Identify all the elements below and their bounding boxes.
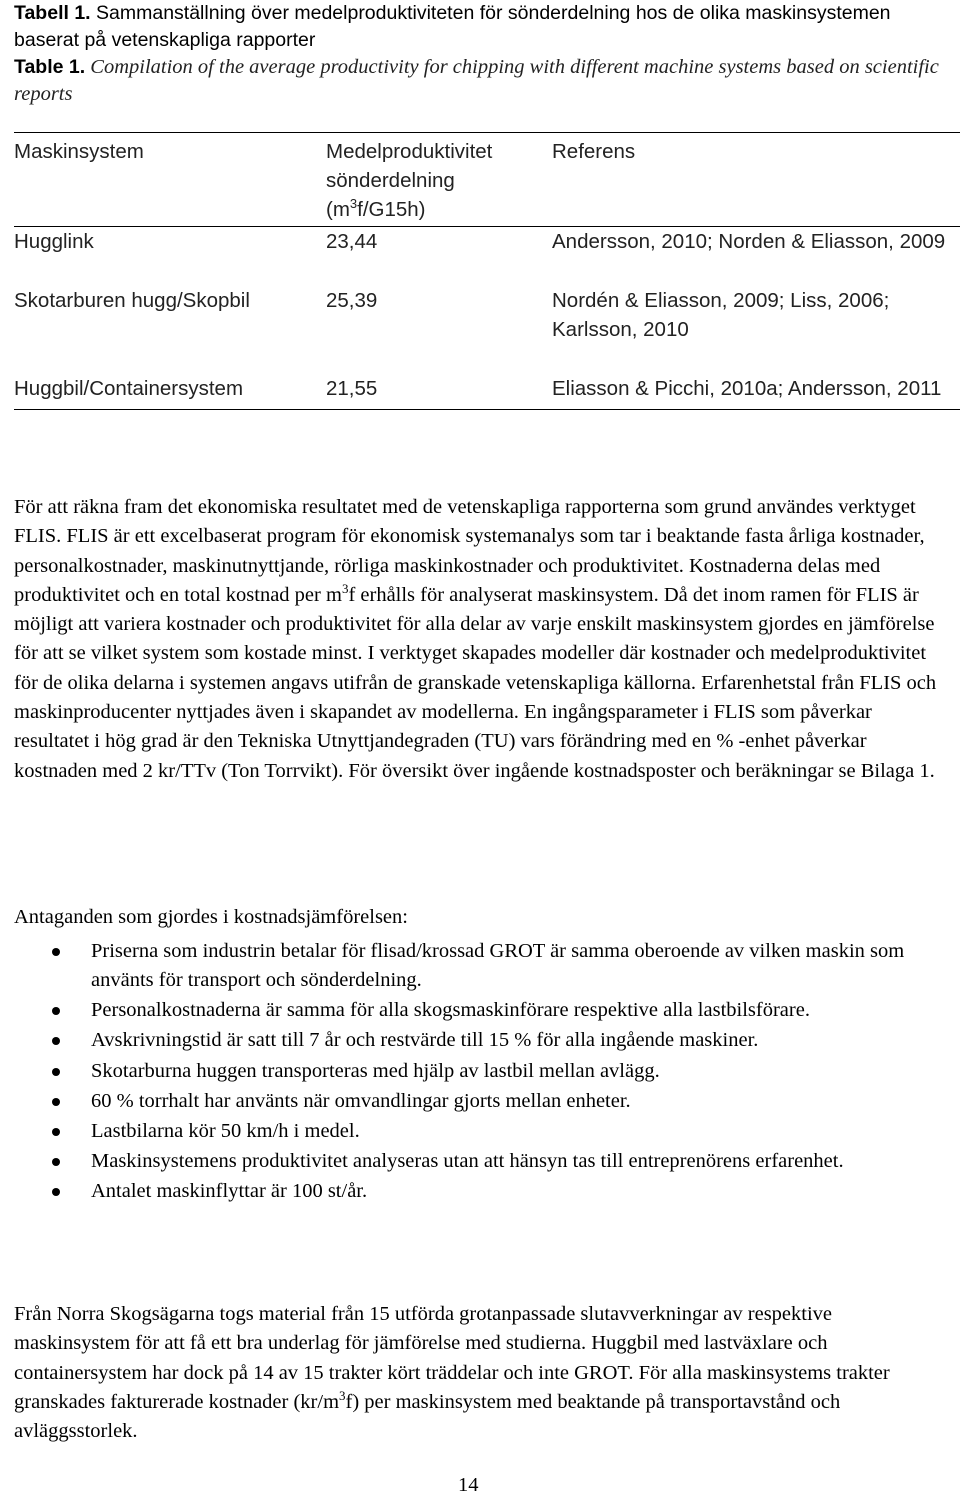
caption-text-en: Compilation of the average productivity for chipping with different machine systems based on scientific reports	[14, 56, 939, 105]
method-paragraph	[14, 493, 949, 786]
header-productivity	[326, 133, 552, 227]
cell-productivity: 21,55	[326, 374, 552, 410]
cell-reference: Andersson, 2010; Norden & Eliasson, 2009	[552, 230, 946, 253]
list-item-text: Maskinsystemens produktivitet analyseras utan att hänsyn tas till entreprenörens erfarenhet.	[91, 1149, 844, 1172]
list-item-text: Skotarburna huggen transporteras med hjälp av lastbil mellan avlägg.	[91, 1059, 660, 1082]
table-row	[14, 286, 960, 374]
caption-en	[14, 56, 939, 105]
cell-system: Hugglink	[14, 230, 94, 253]
method-text-1: För att räkna fram det ekonomiska resultatet med de vetenskapliga rapporterna som grund användes verktyget FLIS. FLIS är ett excelbaserat program för ekonomisk systemanalys som tar i beaktande fasta årliga kostnader, personalkostnader, maskinutnyttjande, rörliga maskinkostnader och produktivitet. Kostnaderna delas med produktivitet och en total kostnad per m	[14, 496, 925, 606]
list-item	[14, 1087, 949, 1116]
assumptions-list	[14, 937, 949, 1207]
bullet-icon	[52, 948, 60, 956]
bullet-icon	[52, 1188, 60, 1196]
unit-post: f/G15h)	[357, 198, 426, 221]
material-text-1: Från Norra Skogsägarna togs material från 15 utförda grotanpassade slutavverkningar av respektive maskinsystem för att få ett bra underlag för jämförelse med studierna. Huggbil med lastväxlare och containersystem har dock på 14 av 15 trakter kört träddelar och inte GROT. För alla maskinsystems trakter granskades fakturerade kostnader (kr/m	[14, 1303, 890, 1413]
page-number: 14	[458, 1474, 479, 1496]
cell-reference: Eliasson & Picchi, 2010a; Andersson, 2011	[552, 374, 960, 410]
header-system: Maskinsystem	[14, 133, 326, 227]
caption-label-sv: Tabell 1.	[14, 2, 91, 24]
bullet-icon	[52, 1158, 60, 1166]
caption-text-sv: Sammanställning över medelproduktiviteten för sönderdelning hos de olika maskinsystemen baserat på vetenskapliga rapporter	[14, 2, 891, 51]
method-text-2: f erhålls för analyserat maskinsystem. Då det inom ramen för FLIS är möjligt att variera kostnader och produktivitet för alla delar av varje enskilt maskinsystem gjordes en jämförelse för att se vilket system som kostade minst. I verktyget skapades modeller där kostnader och medelproduktivitet för de olika delarna i systemen angavs utifrån de granskade vetenskapliga källorna. Erfarenhetstal från FLIS och maskinproducenter nyttjades även i skapandet av modellerna. En ingångsparameter i FLIS som påverkar resultatet i hög grad är den Tekniska Utnyttjandegraden (TU) vars förändring med en % -enhet påverkar kostnaden med 2 kr/TTv (Ton Torrvikt). För översikt över ingående kostnadsposter och beräkningar se Bilaga 1.	[14, 583, 937, 782]
bullet-icon	[52, 1098, 60, 1106]
material-paragraph	[14, 1300, 949, 1446]
bullet-icon	[52, 1007, 60, 1015]
cell-productivity: 25,39	[326, 289, 378, 312]
header-productivity-line2: sönderdelning	[326, 169, 455, 192]
header-reference: Referens	[552, 133, 960, 227]
bullet-icon	[52, 1068, 60, 1076]
material-text-2: f) per maskinsystem med beaktande på transportavstånd och avläggsstorlek.	[14, 1390, 841, 1443]
list-item-text: Avskrivningstid är satt till 7 år och restvärde till 15 % för alla ingående maskiner.	[91, 1029, 759, 1052]
list-item	[14, 1057, 949, 1086]
table-caption	[14, 0, 946, 108]
list-item	[14, 1177, 949, 1206]
header-productivity-line1: Medelproduktivitet	[326, 140, 493, 163]
unit-pre: (m	[326, 198, 350, 221]
bullet-icon	[52, 1037, 60, 1045]
list-item	[14, 1026, 949, 1055]
cell-system: Skotarburen hugg/Skopbil	[14, 289, 250, 312]
list-item-text: Lastbilarna kör 50 km/h i medel.	[91, 1119, 360, 1142]
list-item	[14, 937, 949, 996]
list-item	[14, 1147, 949, 1176]
list-item-text: Personalkostnaderna är samma för alla skogsmaskinförare respektive alla lastbilsförare.	[91, 999, 810, 1022]
list-item-text: Priserna som industrin betalar för flisad/krossad GROT är samma oberoende av vilken maskin som använts för transport och sönderdelning.	[91, 940, 905, 992]
caption-label-en: Table 1.	[14, 56, 86, 78]
header-productivity-unit	[326, 198, 426, 221]
list-item-text: Antalet maskinflyttar är 100 st/år.	[91, 1179, 368, 1202]
list-item	[14, 996, 949, 1025]
table-row	[14, 227, 960, 287]
cell-reference: Nordén & Eliasson, 2009; Liss, 2006; Karlsson, 2010	[552, 289, 890, 341]
productivity-table	[14, 132, 960, 410]
cell-system: Huggbil/Containersystem	[14, 374, 326, 410]
list-item	[14, 1117, 949, 1146]
cell-productivity: 23,44	[326, 230, 378, 253]
document-page	[14, 0, 946, 1443]
method-sup: 3	[341, 580, 349, 596]
bullet-icon	[52, 1128, 60, 1136]
material-sup: 3	[339, 1387, 346, 1403]
table-row	[14, 374, 960, 410]
assumptions-intro: Antaganden som gjordes i kostnadsjämförelsen:	[14, 906, 408, 928]
list-item-text: 60 % torrhalt har använts när omvandlingar gjorts mellan enheter.	[91, 1089, 631, 1112]
table-header-row	[14, 133, 960, 227]
unit-sup: 3	[349, 196, 358, 211]
